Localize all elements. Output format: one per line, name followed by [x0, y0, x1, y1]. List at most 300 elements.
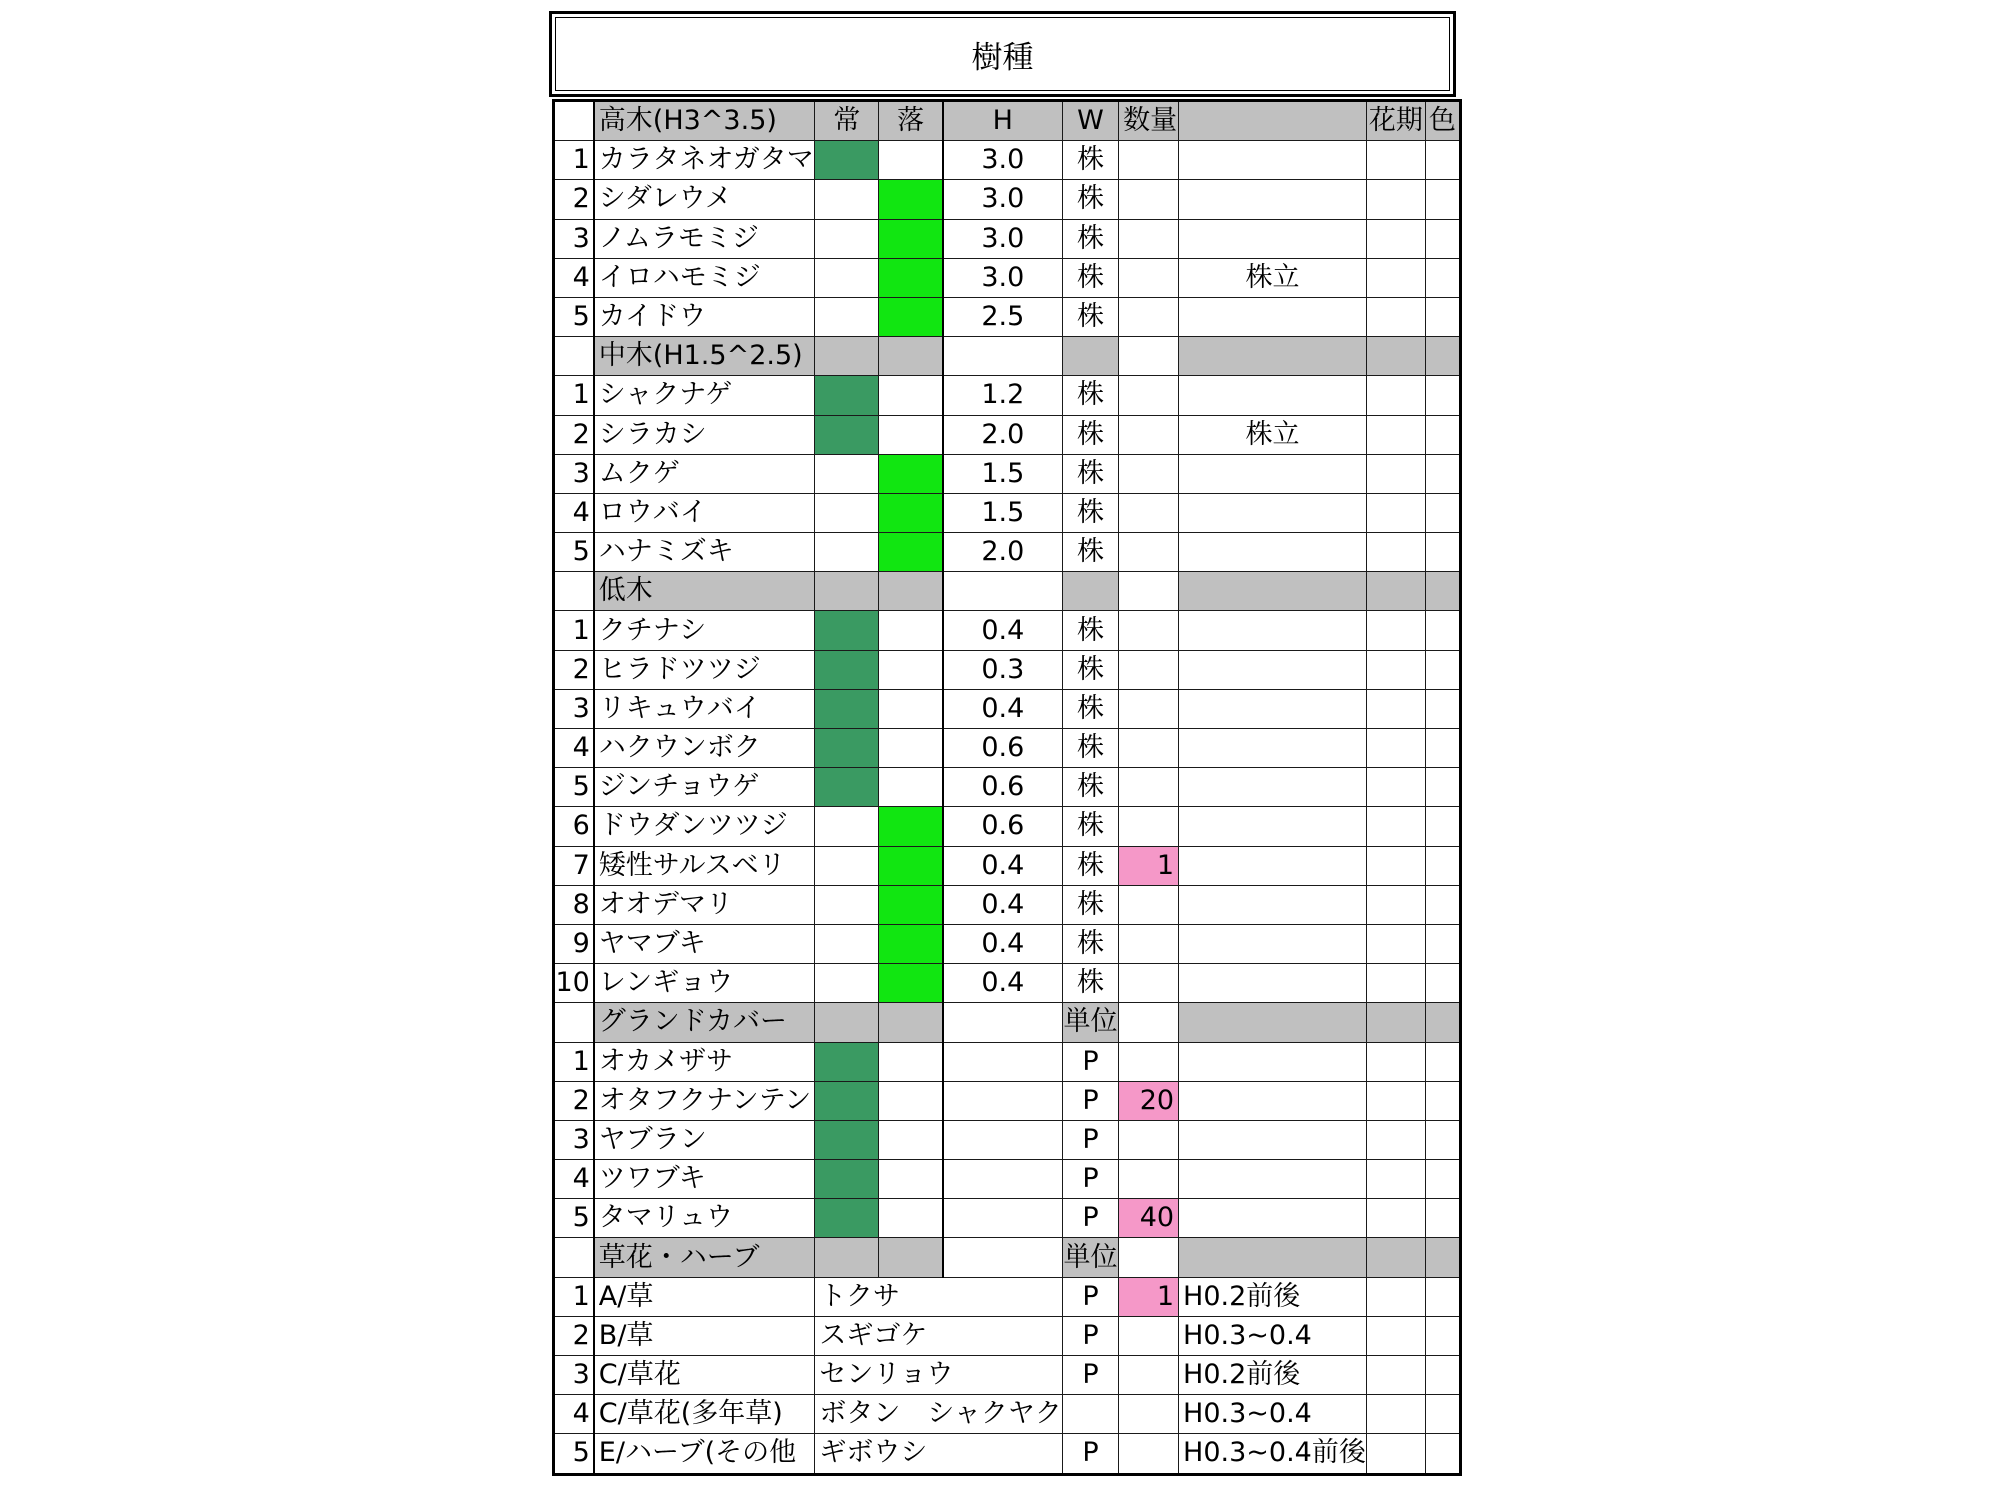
- quantity-cell: [1119, 1160, 1179, 1199]
- bloom-cell: [1366, 1081, 1425, 1120]
- plant-name: カイドウ: [594, 297, 815, 336]
- unit-label: 単位: [1062, 1238, 1118, 1277]
- herb-row: [554, 1316, 1461, 1355]
- evergreen-marker: [815, 415, 879, 454]
- deciduous-marker: [879, 493, 943, 532]
- plant-name: ギボウシ: [815, 1434, 1062, 1474]
- row-number: 5: [554, 1434, 594, 1474]
- deciduous-marker: [879, 1199, 943, 1238]
- plant-row: [554, 180, 1461, 219]
- plant-row: [554, 297, 1461, 336]
- bloom-cell: [1366, 1042, 1425, 1081]
- row-number: 2: [554, 180, 594, 219]
- plant-name: カラタネオガタマ: [594, 141, 815, 180]
- plant-row: [554, 219, 1461, 258]
- w-cell: 株: [1062, 141, 1118, 180]
- row-number: 1: [554, 376, 594, 415]
- note-cell: 株立: [1179, 258, 1367, 297]
- plant-name: ヤマブキ: [594, 924, 815, 963]
- height-cell: 0.4: [943, 689, 1063, 728]
- quantity-cell: [1119, 1042, 1179, 1081]
- section-cell: [1119, 1003, 1179, 1042]
- bloom-cell: [1366, 1395, 1425, 1434]
- w-cell: 株: [1062, 533, 1118, 572]
- w-cell: P: [1062, 1160, 1118, 1199]
- plant-row: [554, 807, 1461, 846]
- row-number: 4: [554, 1160, 594, 1199]
- unit-cell: P: [1062, 1277, 1118, 1316]
- quantity-cell: [1119, 1356, 1179, 1395]
- row-number: 3: [554, 1356, 594, 1395]
- evergreen-marker: [815, 180, 879, 219]
- row-number: 1: [554, 1277, 594, 1316]
- color-cell: [1425, 533, 1460, 572]
- bloom-cell: [1366, 1277, 1425, 1316]
- w-cell: 株: [1062, 415, 1118, 454]
- bloom-cell: [1366, 768, 1425, 807]
- w-cell: P: [1062, 1120, 1118, 1159]
- bloom-cell: [1366, 1120, 1425, 1159]
- plant-row: [554, 846, 1461, 885]
- section-cell: [1179, 1238, 1367, 1277]
- color-cell: [1425, 689, 1460, 728]
- bloom-cell: [1366, 493, 1425, 532]
- category-name: C/草花(多年草): [594, 1395, 815, 1434]
- w-cell: 株: [1062, 924, 1118, 963]
- plant-name: ドウダンツツジ: [594, 807, 815, 846]
- w-cell: P: [1062, 1042, 1118, 1081]
- evergreen-marker: [815, 611, 879, 650]
- plant-name: オオデマリ: [594, 885, 815, 924]
- color-cell: [1425, 964, 1460, 1003]
- note-cell: [1179, 454, 1367, 493]
- plant-row: [554, 768, 1461, 807]
- quantity-cell: [1119, 885, 1179, 924]
- height-cell: 0.6: [943, 807, 1063, 846]
- row-number-blank: [554, 1238, 594, 1277]
- unit-cell: P: [1062, 1434, 1118, 1474]
- category-name: E/ハーブ(その他: [594, 1434, 815, 1474]
- plant-row: [554, 1081, 1461, 1120]
- plant-name: リキュウバイ: [594, 689, 815, 728]
- bloom-cell: [1366, 376, 1425, 415]
- note-cell: [1179, 885, 1367, 924]
- color-cell: [1425, 1356, 1460, 1395]
- color-cell: [1425, 807, 1460, 846]
- plant-row: [554, 1042, 1461, 1081]
- quantity-cell: [1119, 454, 1179, 493]
- w-cell: 株: [1062, 454, 1118, 493]
- row-number: 4: [554, 729, 594, 768]
- bloom-cell: [1366, 1356, 1425, 1395]
- section-cell: [1425, 1238, 1460, 1277]
- height-cell: 0.6: [943, 768, 1063, 807]
- quantity-cell: [1119, 1434, 1179, 1474]
- plant-name: オタフクナンテン: [594, 1081, 815, 1120]
- bloom-cell: [1366, 964, 1425, 1003]
- color-cell: [1425, 1199, 1460, 1238]
- w-cell: 株: [1062, 768, 1118, 807]
- w-cell: 株: [1062, 258, 1118, 297]
- w-cell: 株: [1062, 376, 1118, 415]
- quantity-cell: 1: [1119, 1277, 1179, 1316]
- section-cell: [1179, 337, 1367, 376]
- section-cell: [879, 1003, 943, 1042]
- row-number: 3: [554, 1120, 594, 1159]
- evergreen-marker: [815, 1081, 879, 1120]
- color-cell: [1425, 258, 1460, 297]
- plant-row: [554, 689, 1461, 728]
- quantity-cell: [1119, 258, 1179, 297]
- row-number: 8: [554, 885, 594, 924]
- plant-row: [554, 964, 1461, 1003]
- note-cell: H0.3~0.4前後: [1179, 1434, 1367, 1474]
- note-cell: H0.3~0.4: [1179, 1316, 1367, 1355]
- plant-row: [554, 611, 1461, 650]
- note-cell: [1179, 533, 1367, 572]
- bloom-cell: [1366, 297, 1425, 336]
- plant-row: [554, 1160, 1461, 1199]
- section-cell: [879, 337, 943, 376]
- evergreen-marker: [815, 141, 879, 180]
- quantity-cell: [1119, 1316, 1179, 1355]
- height-cell: 0.4: [943, 964, 1063, 1003]
- note-cell: [1179, 219, 1367, 258]
- section-cell: [815, 572, 879, 611]
- section-cell: [815, 1003, 879, 1042]
- note-cell: H0.2前後: [1179, 1356, 1367, 1395]
- section-cell: [1366, 337, 1425, 376]
- w-cell: 株: [1062, 689, 1118, 728]
- note-cell: [1179, 297, 1367, 336]
- deciduous-marker: [879, 846, 943, 885]
- height-cell: [943, 1081, 1063, 1120]
- color-cell: [1425, 611, 1460, 650]
- color-cell: [1425, 1042, 1460, 1081]
- deciduous-marker: [879, 415, 943, 454]
- plant-name: ノムラモミジ: [594, 219, 815, 258]
- color-cell: [1425, 846, 1460, 885]
- w-cell: 株: [1062, 611, 1118, 650]
- row-number-blank: [554, 1003, 594, 1042]
- row-number-blank: [554, 337, 594, 376]
- plant-list-sheet: [549, 11, 1462, 1500]
- row-number: 5: [554, 768, 594, 807]
- deciduous-marker: [879, 964, 943, 1003]
- quantity-cell: [1119, 415, 1179, 454]
- evergreen-marker: [815, 846, 879, 885]
- height-cell: 1.2: [943, 376, 1063, 415]
- plant-name: クチナシ: [594, 611, 815, 650]
- height-cell: 2.0: [943, 533, 1063, 572]
- unit-cell: P: [1062, 1316, 1118, 1355]
- w-cell: 株: [1062, 885, 1118, 924]
- plant-name: イロハモミジ: [594, 258, 815, 297]
- bloom-cell: [1366, 650, 1425, 689]
- height-cell: 0.4: [943, 885, 1063, 924]
- deciduous-marker: [879, 1160, 943, 1199]
- bloom-cell: [1366, 454, 1425, 493]
- plant-row: [554, 1120, 1461, 1159]
- w-cell: 株: [1062, 650, 1118, 689]
- bloom-cell: [1366, 846, 1425, 885]
- quantity-cell: [1119, 650, 1179, 689]
- evergreen-marker: [815, 807, 879, 846]
- color-cell: [1425, 1160, 1460, 1199]
- plant-row: [554, 258, 1461, 297]
- unit-label: 単位: [1062, 1003, 1118, 1042]
- quantity-cell: [1119, 729, 1179, 768]
- plant-row: [554, 1199, 1461, 1238]
- category-name: A/草: [594, 1277, 815, 1316]
- row-number: 3: [554, 454, 594, 493]
- note-cell: [1179, 846, 1367, 885]
- evergreen-marker: [815, 1199, 879, 1238]
- herb-row: [554, 1434, 1461, 1474]
- unit-cell: [1062, 1395, 1118, 1434]
- plant-name: スギゴケ: [815, 1316, 1062, 1355]
- row-number: 5: [554, 533, 594, 572]
- quantity-cell: 20: [1119, 1081, 1179, 1120]
- quantity-cell: 1: [1119, 846, 1179, 885]
- quantity-cell: [1119, 141, 1179, 180]
- deciduous-marker: [879, 729, 943, 768]
- plant-row: [554, 533, 1461, 572]
- section-row: [554, 572, 1461, 611]
- evergreen-column-header: 常: [815, 101, 879, 141]
- color-cell: [1425, 1277, 1460, 1316]
- deciduous-marker: [879, 924, 943, 963]
- w-cell: 株: [1062, 964, 1118, 1003]
- row-number: 1: [554, 611, 594, 650]
- bloom-cell: [1366, 924, 1425, 963]
- section-cell: [815, 1238, 879, 1277]
- w-cell: 株: [1062, 493, 1118, 532]
- note-cell: 株立: [1179, 415, 1367, 454]
- plant-row: [554, 415, 1461, 454]
- note-cell: H0.2前後: [1179, 1277, 1367, 1316]
- sheet-title: [549, 11, 1456, 97]
- quantity-cell: [1119, 376, 1179, 415]
- w-cell: 株: [1062, 297, 1118, 336]
- color-cell: [1425, 180, 1460, 219]
- unit-label: [1062, 337, 1118, 376]
- plant-row: [554, 729, 1461, 768]
- bloom-cell: [1366, 689, 1425, 728]
- evergreen-marker: [815, 768, 879, 807]
- evergreen-marker: [815, 924, 879, 963]
- bloom-cell: [1366, 729, 1425, 768]
- plant-name: 矮性サルスベリ: [594, 846, 815, 885]
- section-cell: [1425, 337, 1460, 376]
- plant-name: センリョウ: [815, 1356, 1062, 1395]
- plant-name: ボタン シャクヤク: [815, 1395, 1062, 1434]
- deciduous-column-header: 落: [879, 101, 943, 141]
- note-cell: H0.3~0.4: [1179, 1395, 1367, 1434]
- deciduous-marker: [879, 768, 943, 807]
- row-number: 1: [554, 1042, 594, 1081]
- evergreen-marker: [815, 454, 879, 493]
- evergreen-marker: [815, 297, 879, 336]
- plant-name: ヒラドツツジ: [594, 650, 815, 689]
- w-column-header: W: [1062, 101, 1118, 141]
- height-cell: 0.4: [943, 846, 1063, 885]
- height-cell: [943, 1160, 1063, 1199]
- bloom-cell: [1366, 1160, 1425, 1199]
- section-heading: 低木: [594, 572, 815, 611]
- section-cell: [1425, 572, 1460, 611]
- quantity-cell: [1119, 1395, 1179, 1434]
- deciduous-marker: [879, 1120, 943, 1159]
- note-cell: [1179, 689, 1367, 728]
- section-row: [554, 1003, 1461, 1042]
- row-number: 3: [554, 689, 594, 728]
- color-cell: [1425, 1081, 1460, 1120]
- section-cell: [1119, 337, 1179, 376]
- height-cell: 1.5: [943, 493, 1063, 532]
- evergreen-marker: [815, 1160, 879, 1199]
- w-cell: 株: [1062, 219, 1118, 258]
- deciduous-marker: [879, 885, 943, 924]
- note-cell: [1179, 924, 1367, 963]
- plant-name: トクサ: [815, 1277, 1062, 1316]
- w-cell: 株: [1062, 180, 1118, 219]
- height-cell: 0.6: [943, 729, 1063, 768]
- section-cell: [815, 337, 879, 376]
- evergreen-marker: [815, 493, 879, 532]
- evergreen-marker: [815, 1042, 879, 1081]
- row-number: 3: [554, 219, 594, 258]
- plant-row: [554, 454, 1461, 493]
- plant-name: シャクナゲ: [594, 376, 815, 415]
- bloom-cell: [1366, 1199, 1425, 1238]
- plant-name: ムクゲ: [594, 454, 815, 493]
- color-cell: [1425, 376, 1460, 415]
- evergreen-marker: [815, 964, 879, 1003]
- evergreen-marker: [815, 650, 879, 689]
- deciduous-marker: [879, 611, 943, 650]
- plant-name: ジンチョウゲ: [594, 768, 815, 807]
- evergreen-marker: [815, 258, 879, 297]
- section-cell: [1425, 1003, 1460, 1042]
- plant-table: [552, 99, 1462, 1476]
- quantity-cell: [1119, 964, 1179, 1003]
- deciduous-marker: [879, 689, 943, 728]
- w-cell: 株: [1062, 807, 1118, 846]
- deciduous-marker: [879, 180, 943, 219]
- color-column-header: 色: [1425, 101, 1460, 141]
- height-cell: [943, 1120, 1063, 1159]
- quantity-cell: [1119, 924, 1179, 963]
- bloom-cell: [1366, 415, 1425, 454]
- bloom-cell: [1366, 611, 1425, 650]
- row-number-blank: [554, 572, 594, 611]
- note-cell: [1179, 1042, 1367, 1081]
- evergreen-marker: [815, 885, 879, 924]
- row-number: 1: [554, 141, 594, 180]
- note-cell: [1179, 1199, 1367, 1238]
- section-heading: 中木(H1.5^2.5): [594, 337, 815, 376]
- deciduous-marker: [879, 533, 943, 572]
- color-cell: [1425, 415, 1460, 454]
- section-cell: [1179, 572, 1367, 611]
- row-number: 4: [554, 258, 594, 297]
- quantity-cell: [1119, 807, 1179, 846]
- note-cell: [1179, 1120, 1367, 1159]
- row-number: 2: [554, 415, 594, 454]
- color-cell: [1425, 1316, 1460, 1355]
- evergreen-marker: [815, 376, 879, 415]
- herb-row: [554, 1395, 1461, 1434]
- section-cell: [1366, 572, 1425, 611]
- bloom-cell: [1366, 1316, 1425, 1355]
- evergreen-marker: [815, 689, 879, 728]
- section-cell: [879, 1238, 943, 1277]
- section-cell: [943, 337, 1063, 376]
- quantity-cell: 40: [1119, 1199, 1179, 1238]
- height-cell: [943, 1199, 1063, 1238]
- row-number: 7: [554, 846, 594, 885]
- height-cell: 2.5: [943, 297, 1063, 336]
- note-cell: [1179, 141, 1367, 180]
- quantity-cell: [1119, 219, 1179, 258]
- quantity-cell: [1119, 1120, 1179, 1159]
- row-number: 4: [554, 493, 594, 532]
- quantity-column-header: 数量: [1119, 101, 1179, 141]
- plant-row: [554, 650, 1461, 689]
- evergreen-marker: [815, 1120, 879, 1159]
- color-cell: [1425, 1395, 1460, 1434]
- row-number: 9: [554, 924, 594, 963]
- plant-name: ロウバイ: [594, 493, 815, 532]
- note-column-header: [1179, 101, 1367, 141]
- herb-row: [554, 1277, 1461, 1316]
- row-number-header: [554, 101, 594, 141]
- section-heading: グランドカバー: [594, 1003, 815, 1042]
- section-row: [554, 337, 1461, 376]
- section-heading-tall-trees: 高木(H3^3.5): [594, 101, 815, 141]
- height-cell: 1.5: [943, 454, 1063, 493]
- bloom-cell: [1366, 258, 1425, 297]
- section-cell: [943, 572, 1063, 611]
- section-cell: [1119, 1238, 1179, 1277]
- w-cell: P: [1062, 1199, 1118, 1238]
- unit-label: [1062, 572, 1118, 611]
- section-row: [554, 1238, 1461, 1277]
- row-number: 5: [554, 297, 594, 336]
- quantity-cell: [1119, 180, 1179, 219]
- plant-row: [554, 493, 1461, 532]
- w-cell: 株: [1062, 846, 1118, 885]
- bloom-column-header: 花期: [1366, 101, 1425, 141]
- note-cell: [1179, 807, 1367, 846]
- height-cell: 3.0: [943, 219, 1063, 258]
- note-cell: [1179, 964, 1367, 1003]
- height-cell: 0.4: [943, 611, 1063, 650]
- plant-name: ツワブキ: [594, 1160, 815, 1199]
- section-cell: [943, 1003, 1063, 1042]
- color-cell: [1425, 885, 1460, 924]
- note-cell: [1179, 1081, 1367, 1120]
- evergreen-marker: [815, 533, 879, 572]
- deciduous-marker: [879, 454, 943, 493]
- row-number: 6: [554, 807, 594, 846]
- color-cell: [1425, 924, 1460, 963]
- height-cell: 3.0: [943, 141, 1063, 180]
- plant-name: シラカシ: [594, 415, 815, 454]
- bloom-cell: [1366, 533, 1425, 572]
- bloom-cell: [1366, 141, 1425, 180]
